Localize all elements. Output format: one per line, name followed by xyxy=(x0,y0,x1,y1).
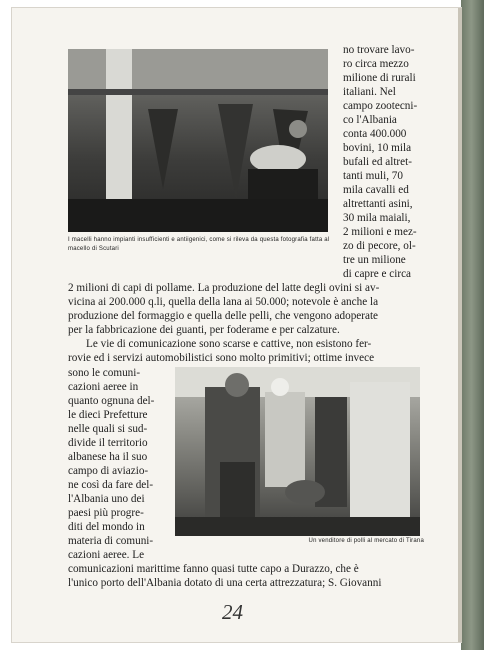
text-line: sono le comuni- xyxy=(68,367,141,379)
text-line: tanti muli, 70 xyxy=(343,170,403,182)
text-line: albanese ha il suo xyxy=(68,451,148,463)
text-line: l'unico porto dell'Albania dotato di una certa attrezzatura; S. Giovanni xyxy=(68,577,382,589)
text-line: conta 400.000 xyxy=(343,128,407,140)
text-line: no trovare lavo- xyxy=(343,44,415,56)
text-line: quanto ognuna del- xyxy=(68,395,155,407)
text-line: cazioni aeree. Le xyxy=(68,549,145,561)
text-line: rovie ed i servizi automobilistici sono molto primitivi; ottime invece xyxy=(68,352,375,364)
photo-caption-slaughterhouse: I macelli hanno impianti insufficienti e antiigenici, come si rileva da questa fotografia fatta al macello di Scutari xyxy=(68,237,330,252)
text-line: ne così da fare del- xyxy=(68,479,154,491)
text-line: campo zootecni- xyxy=(343,100,418,112)
text-line: paesi più progre- xyxy=(68,507,144,519)
text-line: 2 milioni e mez- xyxy=(343,226,417,238)
poultry-vendor-photo xyxy=(175,367,420,536)
text-line: per la fabbricazione dei guanti, per foderame e per calzature. xyxy=(68,324,340,336)
text-line: italiani. Nel xyxy=(343,86,396,98)
page-edge xyxy=(458,8,462,642)
text-line: co l'Albania xyxy=(343,114,397,126)
text-line: campo di aviazio- xyxy=(68,465,149,477)
slaughterhouse-photo xyxy=(68,49,328,232)
text-line: l'Albania uno dei xyxy=(68,493,145,505)
text-line: zo di pecore, ol- xyxy=(343,240,416,252)
page-number: 24 xyxy=(222,600,243,624)
text-line: bovini, 10 mila xyxy=(343,142,412,154)
text-line: produzione del formaggio e quella delle pelli, che vengono adoperate xyxy=(68,310,379,322)
text-line: 2 milioni di capi di pollame. La produzione del latte degli ovini si av- xyxy=(68,282,380,294)
text-line: bufali ed altret- xyxy=(343,156,412,168)
text-line: milione di rurali xyxy=(343,72,416,84)
text-line: materia di comuni- xyxy=(68,535,154,547)
text-line: le dieci Prefetture xyxy=(68,409,148,421)
text-line: divide il territorio xyxy=(68,437,148,449)
book-spine xyxy=(461,0,484,650)
text-line: 30 mila maiali, xyxy=(343,212,411,224)
text-line: nelle quali si sud- xyxy=(68,423,148,435)
text-line: tre un milione xyxy=(343,254,406,266)
text-line: comunicazioni marittime fanno quasi tutte capo a Durazzo, che è xyxy=(68,563,359,575)
text-line: vicina ai 200.000 q.li, quella della lana ai 50.000; notevole è anche la xyxy=(68,296,379,308)
text-line: ro circa mezzo xyxy=(343,58,409,70)
text-line: diti del mondo in xyxy=(68,521,145,533)
photo-caption-poultry: Un venditore di polli al mercato di Tirana xyxy=(308,538,424,544)
text-line: di capre e circa xyxy=(343,268,412,280)
text-line: altrettanti asini, xyxy=(343,198,413,210)
text-line: Le vie di comunicazione sono scarse e cattive, non esistono fer- xyxy=(86,338,372,350)
text-line: cazioni aeree in xyxy=(68,381,139,393)
text-line: mila cavalli ed xyxy=(343,184,409,196)
